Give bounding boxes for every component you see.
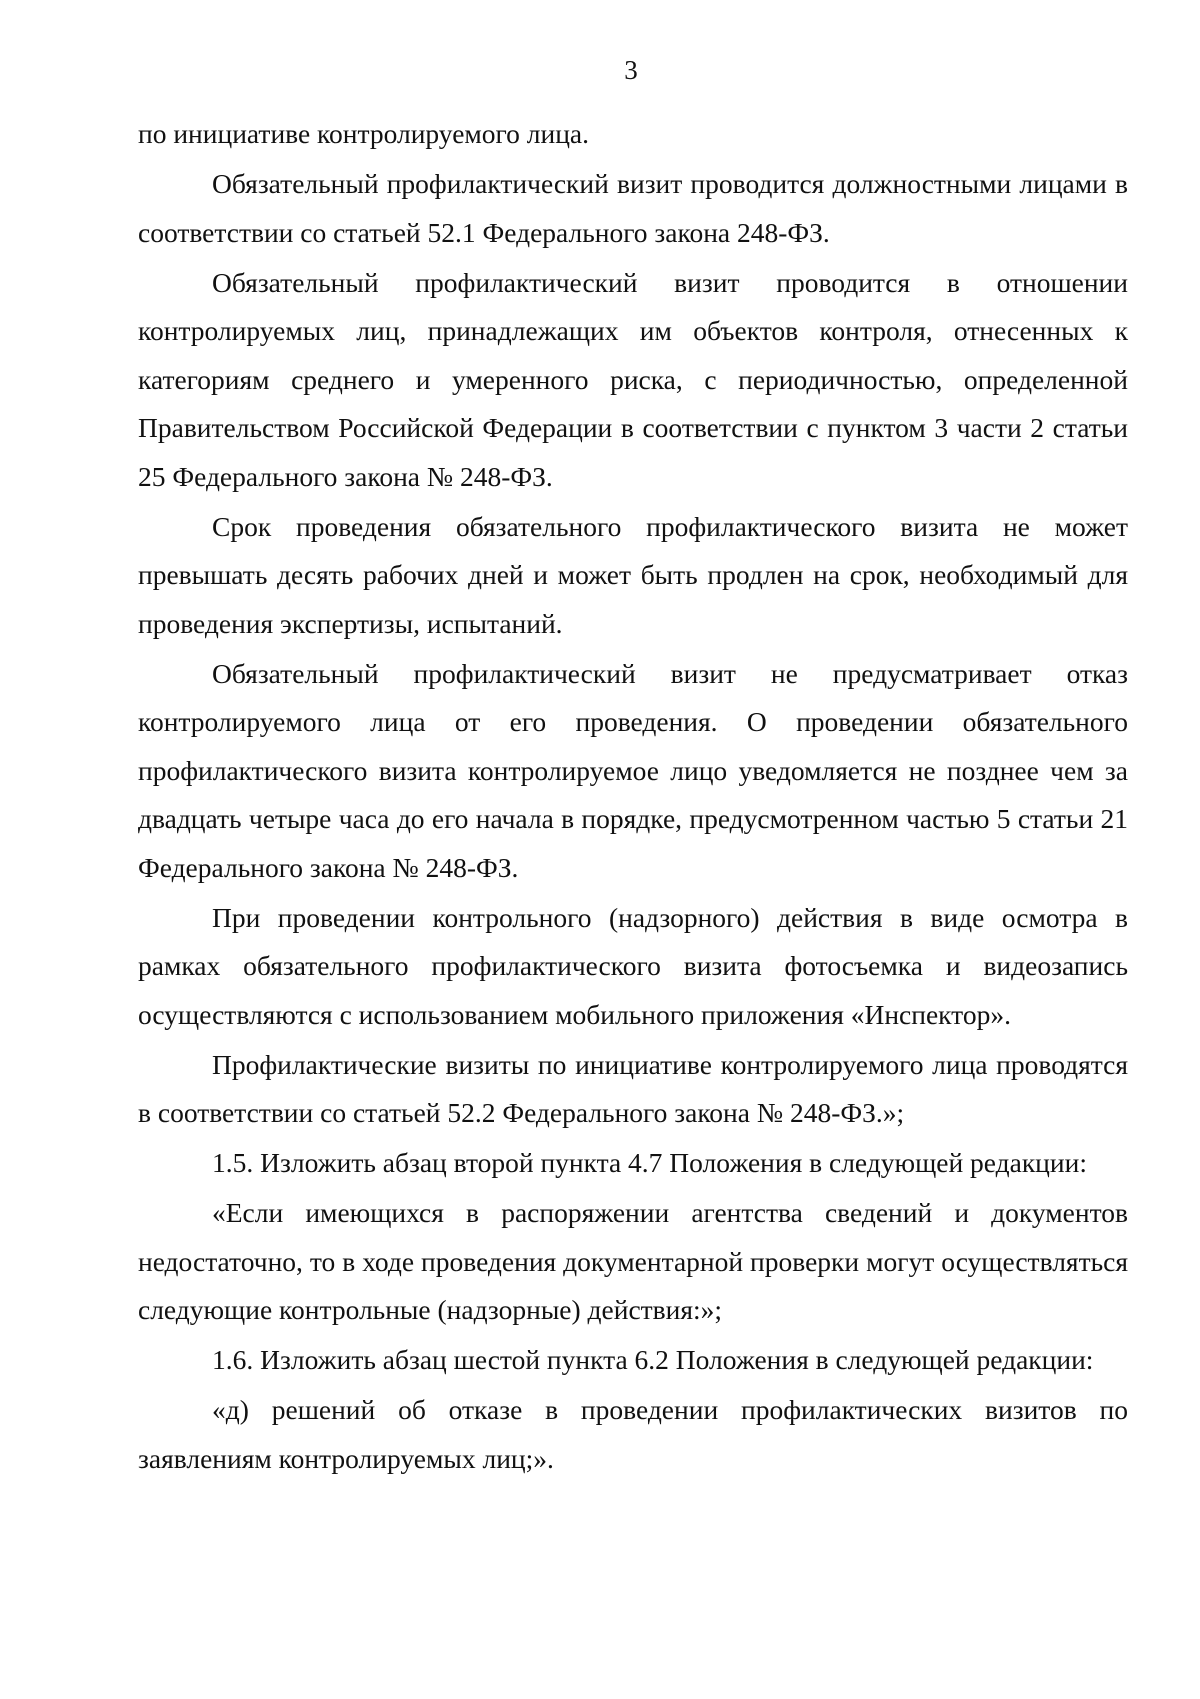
document-body <box>138 110 1128 1485</box>
paragraph: Обязательный профилактический визит не предусматривает отказ контролируемого лица от его проведения. О проведении обязательного профилактического визита контролируемое лицо уведомляется не позднее чем за двадцать четыре часа до его начала в порядке, предусмотренном частью 5 статьи 21 Федерального закона № 248-ФЗ. <box>138 657 1128 883</box>
paragraph: Обязательный профилактический визит проводится должностными лицами в соответствии со статьей 52.1 Федерального закона 248-ФЗ. <box>138 168 1128 248</box>
page-number: 3 <box>624 55 638 85</box>
paragraph: Срок проведения обязательного профилактического визита не может превышать десять рабочих дней и может быть продлен на срок, необходимый для проведения экспертизы, испытаний. <box>138 510 1128 639</box>
paragraph-item-1-6: 1.6. Изложить абзац шестой пункта 6.2 Положения в следующей редакции: <box>212 1344 1094 1375</box>
paragraph: При проведении контрольного (надзорного) действия в виде осмотра в рамках обязательного профилактического визита фотосъемка и видеозапись осуществляются с использованием мобильного приложения «Инспектор». <box>138 901 1128 1030</box>
paragraph-continuation: по инициативе контролируемого лица. <box>138 118 590 149</box>
paragraph-item-1-5: 1.5. Изложить абзац второй пункта 4.7 Положения в следующей редакции: <box>212 1147 1087 1178</box>
paragraph: Обязательный профилактический визит проводится в отношении контролируемых лиц, принадлежащих им объектов контроля, отнесенных к категориям среднего и умеренного риска, с периодичностью, определенной Правительством Российской Федерации в соответствии с пунктом 3 части 2 статьи 25 Федерального закона № 248-ФЗ. <box>138 266 1128 492</box>
paragraph-quote: «Если имеющихся в распоряжении агентства сведений и документов недостаточно, то в ходе проведения документарной проверки могут осуществляться следующие контрольные (надзорные) действия:»; <box>138 1197 1128 1325</box>
paragraph: Профилактические визиты по инициативе контролируемого лица проводятся в соответствии со статьей 52.2 Федерального закона № 248-ФЗ.»; <box>138 1048 1128 1128</box>
paragraph-quote: «д) решений об отказе в проведении профилактических визитов по заявлениям контролируемых лиц;». <box>138 1394 1128 1474</box>
